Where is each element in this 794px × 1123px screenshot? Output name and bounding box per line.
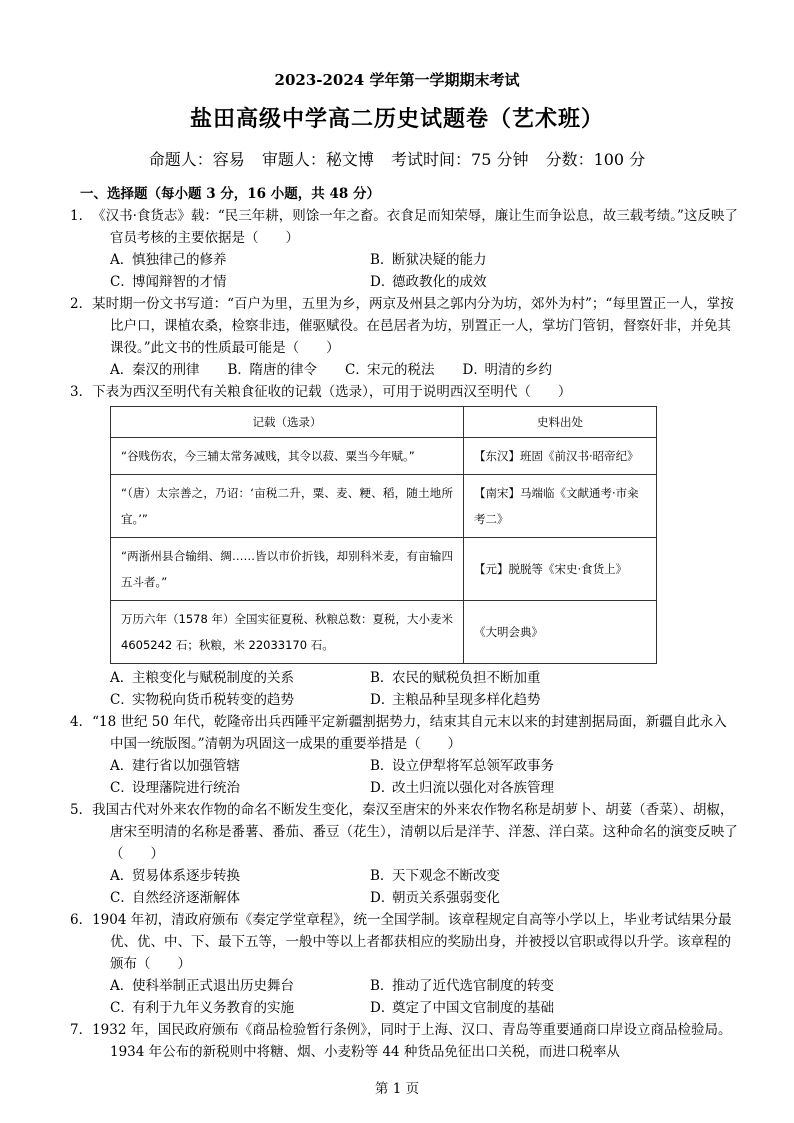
option-a[interactable] [110,249,370,271]
option-label: C． [110,780,134,796]
option-text: 德政教化的成效 [392,274,487,290]
option-text: 主粮品种呈现多样化趋势 [392,692,541,708]
question-text: 某时期一份文书写道：“百户为里，五里为乡，两京及州县之郭内分为坊，郊外为村”；“每里置正一人，掌按比户口，课植农桑，检察非违，催驱赋役。在邑居者为坊，别置正一人，掌坊门管钥，督察奸非，并免其课役。”此文书的性质最可能是（ ） [92,296,734,356]
question-text: 1904 年初，清政府颁布《奏定学堂章程》，统一全国学制。该章程规定自高等小学以上，毕业考试结果分最优、优、中、下、最下五等，一般中等以上者都获相应的奖励出身，并被授以官职或得以升学。该章程的颁布（ ） [92,912,732,972]
options [80,667,740,711]
question-number: 6． [70,912,93,928]
option-b[interactable] [370,249,630,271]
source-cell: 【南宋】马端临《文献通考·市籴考二》 [464,475,657,538]
question-5 [70,799,740,909]
option-label: C． [110,692,134,708]
option-row [110,975,740,997]
option-a[interactable] [110,975,370,997]
option-b[interactable] [228,359,318,381]
question-number: 5． [70,802,93,818]
option-c[interactable] [345,359,435,381]
question-text: 我国古代对外来农作物的命名不断发生变化，秦汉至唐宋的外来农作物名称是胡萝卜、胡荽（香菜）、胡椒，唐宋至明清的名称是番薯、番茄、番豆（花生），清朝以后是洋芋、洋葱、洋白菜。这种命名的演变反映了（ ） [92,802,738,862]
question-2 [70,293,740,381]
record-cell: “两浙州县合输绢、绸……皆以市价折钱，却别科米麦，有亩输四五斗者。” [111,538,464,601]
reviewer-info: 审题人：秘文博 [261,150,374,169]
time-info: 考试时间：75 分钟 [391,150,529,169]
option-b[interactable] [370,865,630,887]
option-d[interactable] [370,689,630,711]
option-label: A． [110,252,134,268]
option-a[interactable] [110,755,370,777]
option-text: 天下观念不断改变 [392,868,500,884]
table-row [111,601,657,664]
author-info: 命题人：容易 [148,150,245,169]
option-text: 隋唐的律令 [249,362,317,378]
question-number: 4． [70,714,93,730]
option-text: 建行省以加强管辖 [132,758,240,774]
option-d[interactable] [463,359,553,381]
option-b[interactable] [370,667,630,689]
question-stem [70,293,740,359]
option-label: B． [370,978,394,994]
question-list [70,205,740,1063]
option-c[interactable] [110,689,370,711]
question-number: 1． [70,208,93,224]
option-label: C． [110,274,134,290]
table-row [111,475,657,538]
question-stem [70,909,740,975]
option-text: 主粮变化与赋税制度的关系 [132,670,294,686]
option-label: D． [370,1000,395,1016]
options [80,975,740,1019]
source-cell: 《大明会典》 [464,601,657,664]
option-text: 秦汉的刑律 [132,362,200,378]
question-7 [70,1019,740,1063]
option-label: A． [110,868,134,884]
option-text: 断狱决疑的能力 [392,252,487,268]
option-label: A． [110,978,134,994]
option-c[interactable] [110,271,370,293]
option-a[interactable] [110,865,370,887]
option-row [110,777,740,799]
table-row [111,538,657,601]
option-text: 设立伊犁将军总领军政事务 [392,758,554,774]
question-text: 《汉书·食货志》载：“民三年耕，则馀一年之畜。衣食足而知荣辱，廉让生而争讼息，故三载考绩。”这反映了官员考核的主要依据是（ ） [92,208,738,246]
table-row [111,438,657,475]
option-label: C． [345,362,369,378]
option-d[interactable] [370,271,630,293]
page-number: 第 1 页 [374,1081,420,1097]
option-label: B． [370,252,394,268]
option-label: C． [110,890,134,906]
option-label: D． [370,890,395,906]
question-stem [70,799,740,865]
option-row [110,667,740,689]
question-1 [70,205,740,293]
option-text: 推动了近代选官制度的转变 [392,978,554,994]
option-row [110,887,740,909]
table-header: 史料出处 [464,407,657,438]
option-d[interactable] [370,777,630,799]
question-text: “18 世纪 50 年代，乾隆帝出兵西陲平定新疆割据势力，结束其自元末以来的封建割据局面，新疆自此永入中国一统版图。”清朝为巩固这一成果的重要举措是（ ） [92,714,727,752]
option-c[interactable] [110,777,370,799]
option-text: 自然经济逐渐解体 [132,890,240,906]
exam-subtitle: 盐田高级中学高二历史试题卷（艺术班） [189,106,604,132]
option-label: A． [110,670,134,686]
source-cell: 【东汉】班固《前汉书·昭帝纪》 [464,438,657,475]
option-label: B． [370,670,394,686]
option-text: 奠定了中国文官制度的基础 [392,1000,554,1016]
question-6 [70,909,740,1019]
option-a[interactable] [110,667,370,689]
question-4 [70,711,740,799]
option-text: 实物税向货币税转变的趋势 [132,692,294,708]
options [80,249,740,293]
question-stem [70,205,740,249]
option-row [110,997,740,1019]
option-c[interactable] [110,887,370,909]
question-3 [70,381,740,711]
question-stem [70,711,740,755]
source-cell: 【元】脱脱等《宋史·食货上》 [464,538,657,601]
option-text: 有利于九年义务教育的实施 [132,1000,294,1016]
option-row [110,249,740,271]
question-number: 7． [70,1022,93,1038]
option-label: C． [110,1000,134,1016]
option-text: 朝贡关系强弱变化 [392,890,500,906]
question-text: 1932 年，国民政府颁布《商品检验暂行条例》，同时于上海、汉口、青岛等重要通商口岸设立商品检验局。1934 年公布的新税则中将糖、烟、小麦粉等 44 种货品免征出口关税，而进口税率从 [92,1022,732,1060]
option-row [110,865,740,887]
option-text: 改土归流以强化对各族管理 [392,780,554,796]
option-text: 贸易体系逐步转换 [132,868,240,884]
option-a[interactable] [110,359,200,381]
option-text: 宋元的税法 [367,362,435,378]
option-text: 使科举制正式退出历史舞台 [132,978,294,994]
option-b[interactable] [370,975,630,997]
record-cell: “谷贱伤农，今三辅太常务减贱，其令以菽、粟当今年赋。” [111,438,464,475]
record-cell: “（唐）太宗善之，乃诏：‘亩税二升，粟、麦、粳、稻，随土地所宜。’” [111,475,464,538]
question-number: 2． [70,296,93,312]
source-table [110,406,657,664]
option-label: D． [370,692,395,708]
option-text: 明清的乡约 [484,362,552,378]
options [80,755,740,799]
question-text: 下表为西汉至明代有关粮食征收的记载（选录），可用于说明西汉至明代（ ） [92,384,572,400]
option-row [110,359,740,381]
table-header: 记载（选录） [111,407,464,438]
option-d[interactable] [370,997,630,1019]
exam-info [0,149,794,171]
question-stem [70,381,740,403]
section-heading: 一、选择题（每小题 3 分，16 小题，共 48 分） [80,186,380,202]
option-label: D． [370,274,395,290]
option-text: 慎独律己的修养 [132,252,227,268]
exam-title: 2023-2024 学年第一学期期末考试 [274,71,520,89]
option-row [110,689,740,711]
question-number: 3． [70,384,93,400]
option-d[interactable] [370,887,630,909]
record-cell: 万历六年（1578 年）全国实征夏税、秋粮总数：夏税，大小麦米 4605242 石；秋粮，米 22033170 石。 [111,601,464,664]
option-row [110,755,740,777]
option-label: D． [370,780,395,796]
score-info: 分数：100 分 [545,150,646,169]
option-b[interactable] [370,755,630,777]
option-label: A． [110,758,134,774]
option-c[interactable] [110,997,370,1019]
option-label: D． [462,362,487,378]
option-text: 设理藩院进行统治 [132,780,240,796]
option-text: 农民的赋税负担不断加重 [392,670,541,686]
option-text: 博闻辩智的才情 [132,274,227,290]
options [80,359,740,381]
option-label: B． [370,758,394,774]
options [80,865,740,909]
option-row [110,271,740,293]
option-label: B． [370,868,394,884]
option-label: B． [227,362,251,378]
option-label: A． [110,362,134,378]
question-stem [70,1019,740,1063]
